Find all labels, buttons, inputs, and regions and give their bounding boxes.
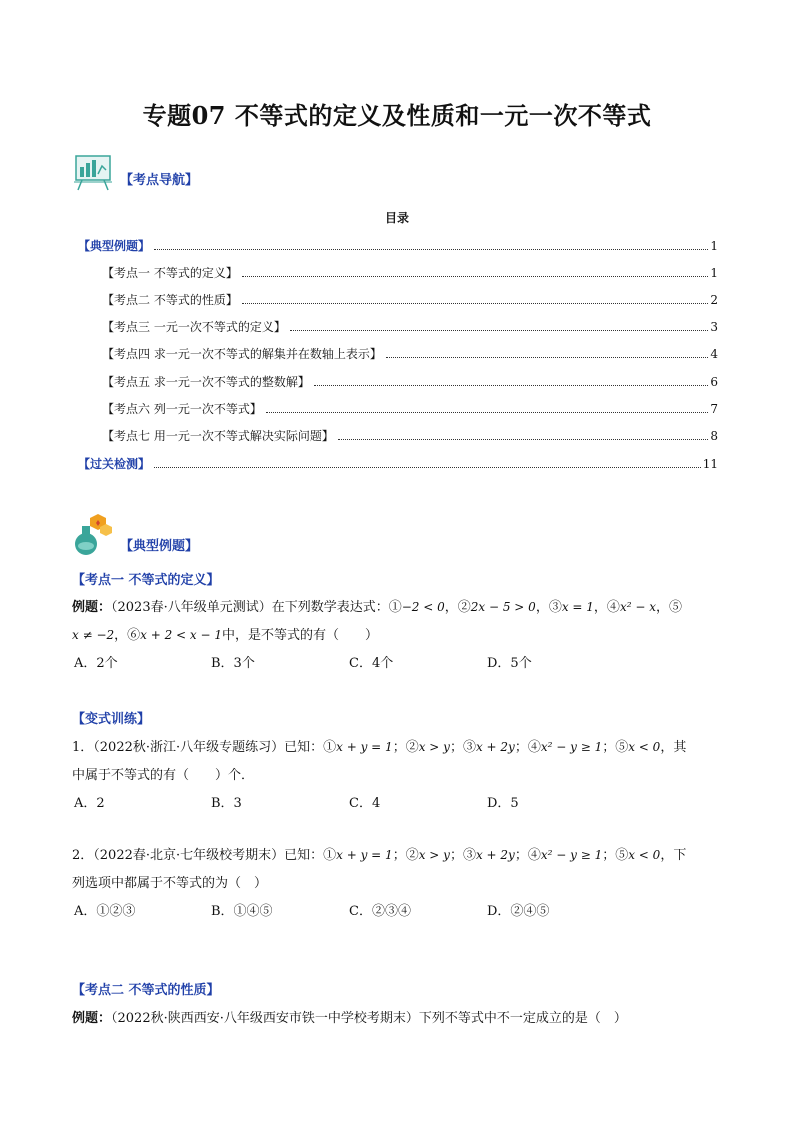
q1-line2: 中属于不等式的有（ ）个． xyxy=(72,768,255,783)
toc-row[interactable] xyxy=(102,291,718,308)
toc-row-page: 3 xyxy=(710,320,718,334)
sep: ；④ xyxy=(514,740,541,755)
math-expr: x² − y ≥ 1 xyxy=(540,740,603,754)
toc-row-text: 【考点三 一元一次不等式的定义】 xyxy=(102,320,286,334)
toc-row-page: 11 xyxy=(702,457,718,471)
toc-row[interactable] xyxy=(78,237,718,254)
math-expr: 2x − 5 > 0 xyxy=(470,600,536,614)
option-c: C．4 xyxy=(349,796,381,811)
toc-row[interactable] xyxy=(102,373,718,390)
sep: ；③ xyxy=(449,740,476,755)
toc-leader xyxy=(242,276,709,277)
q1-prefix: 1．（2022秋·浙江·八年级专题练习）已知：① xyxy=(72,740,337,755)
option-a: A．2 xyxy=(74,796,105,811)
q2-prefix: 2．（2022春·北京·七年级校考期末）已知：① xyxy=(72,848,337,863)
math-expr: x + y = 1 xyxy=(336,848,393,862)
toc-heading: 目录 xyxy=(384,211,409,225)
toc-row[interactable] xyxy=(102,318,718,335)
option-d: D．②④⑤ xyxy=(487,904,550,919)
q2-line2: 列选项中都属于不等式的为（ ） xyxy=(72,876,268,891)
toc-row[interactable] xyxy=(102,400,718,417)
toc-row-page: 1 xyxy=(710,266,718,280)
kp1-example-line1 xyxy=(72,596,682,615)
math-expr: x > y xyxy=(418,740,450,754)
sep: ；⑤ xyxy=(602,740,629,755)
example-prefix: 例题： xyxy=(72,600,112,615)
toc-leader xyxy=(386,357,709,358)
toc-row[interactable] xyxy=(102,427,718,444)
math-expr: x < 0 xyxy=(628,740,661,754)
flask-icon xyxy=(72,512,116,556)
toc-row-page: 8 xyxy=(710,429,718,443)
toc-row-text: 【考点二 不等式的性质】 xyxy=(102,293,238,307)
toc-leader xyxy=(154,249,708,250)
toc-leader xyxy=(154,467,701,468)
sep: ；② xyxy=(392,848,419,863)
toc-row-page: 4 xyxy=(710,347,718,361)
typical-label: 【典型例题】 xyxy=(120,539,199,554)
example-prefix: 例题： xyxy=(72,1011,112,1026)
sep: ；② xyxy=(392,740,419,755)
option-d: D．5个 xyxy=(487,656,532,671)
math-expr: x = 1 xyxy=(561,600,594,614)
variant-heading: 【变式训练】 xyxy=(72,712,151,727)
kp1-heading: 【考点一 不等式的定义】 xyxy=(72,573,220,588)
sep: ，⑥ xyxy=(114,628,141,643)
toc-row-page: 2 xyxy=(710,293,718,307)
toc-row-text: 【考点五 求一元一次不等式的整数解】 xyxy=(102,375,310,389)
math-expr: x + 2y xyxy=(475,740,515,754)
option-a: A．①②③ xyxy=(74,904,136,919)
option-b: B．①④⑤ xyxy=(211,904,273,919)
sep: ，② xyxy=(444,600,471,615)
kp1-example-line2 xyxy=(72,624,378,643)
toc-row-text: 【考点一 不等式的定义】 xyxy=(102,266,238,280)
toc-row[interactable] xyxy=(102,264,718,281)
toc-leader xyxy=(290,330,709,331)
sep: ，④ xyxy=(593,600,620,615)
math-expr: x² − y ≥ 1 xyxy=(540,848,603,862)
toc-leader xyxy=(314,385,709,386)
toc-row-text: 【考点四 求一元一次不等式的解集并在数轴上表示】 xyxy=(102,347,382,361)
option-a: A．2个 xyxy=(74,656,118,671)
toc-row-page: 1 xyxy=(710,239,718,253)
option-b: B．3 xyxy=(211,796,242,811)
sep: ；③ xyxy=(449,848,476,863)
option-b: B．3个 xyxy=(211,656,255,671)
toc-row-text: 【考点七 用一元一次不等式解决实际问题】 xyxy=(102,429,334,443)
sep: ，⑤ xyxy=(655,600,682,615)
toc-leader xyxy=(338,439,709,440)
sep: ，③ xyxy=(535,600,562,615)
sep: ；④ xyxy=(514,848,541,863)
toc-row[interactable] xyxy=(102,345,718,362)
kp2-heading: 【考点二 不等式的性质】 xyxy=(72,983,220,998)
example-text: （2022秋·陕西西安·八年级西安市铁一中学校考期末）下列不等式中不一定成立的是（ ） xyxy=(111,1011,627,1026)
toc-row-text: 【考点六 列一元一次不等式】 xyxy=(102,402,262,416)
q1-line1 xyxy=(72,736,686,755)
q2-tail: ，下 xyxy=(660,848,687,863)
option-c: C．4个 xyxy=(349,656,394,671)
math-expr: x + 2 < x − 1 xyxy=(140,628,223,642)
math-expr: x ≠ −2 xyxy=(72,628,115,642)
math-expr: x < 0 xyxy=(628,848,661,862)
option-c: C．②③④ xyxy=(349,904,411,919)
chart-board-icon xyxy=(72,152,116,190)
q1-tail: ，其 xyxy=(660,740,687,755)
toc-row[interactable] xyxy=(78,455,718,472)
toc-row-text: 【典型例题】 xyxy=(78,239,151,253)
toc-row-text: 【过关检测】 xyxy=(78,457,151,471)
nav-label: 【考点导航】 xyxy=(120,173,199,188)
typical-section-header xyxy=(72,512,198,556)
toc-leader xyxy=(242,303,709,304)
math-expr: −2 < 0 xyxy=(401,600,445,614)
math-expr: x + y = 1 xyxy=(336,740,393,754)
page-title: 专题07 不等式的定义及性质和一元一次不等式 xyxy=(142,101,652,130)
option-d: D．5 xyxy=(487,796,519,811)
toc-leader xyxy=(266,412,709,413)
toc-row-page: 6 xyxy=(710,375,718,389)
example-source: （2023春·八年级单元测试）在下列数学表达式：① xyxy=(111,600,402,615)
sep: ；⑤ xyxy=(602,848,629,863)
nav-section-header xyxy=(72,152,198,190)
toc-row-page: 7 xyxy=(710,402,718,416)
math-expr: x > y xyxy=(418,848,450,862)
math-expr: x + 2y xyxy=(475,848,515,862)
kp2-example xyxy=(72,1007,627,1026)
q2-line1 xyxy=(72,844,686,863)
math-expr: x² − x xyxy=(619,600,656,614)
example-tail: 中，是不等式的有（ ） xyxy=(222,628,379,643)
